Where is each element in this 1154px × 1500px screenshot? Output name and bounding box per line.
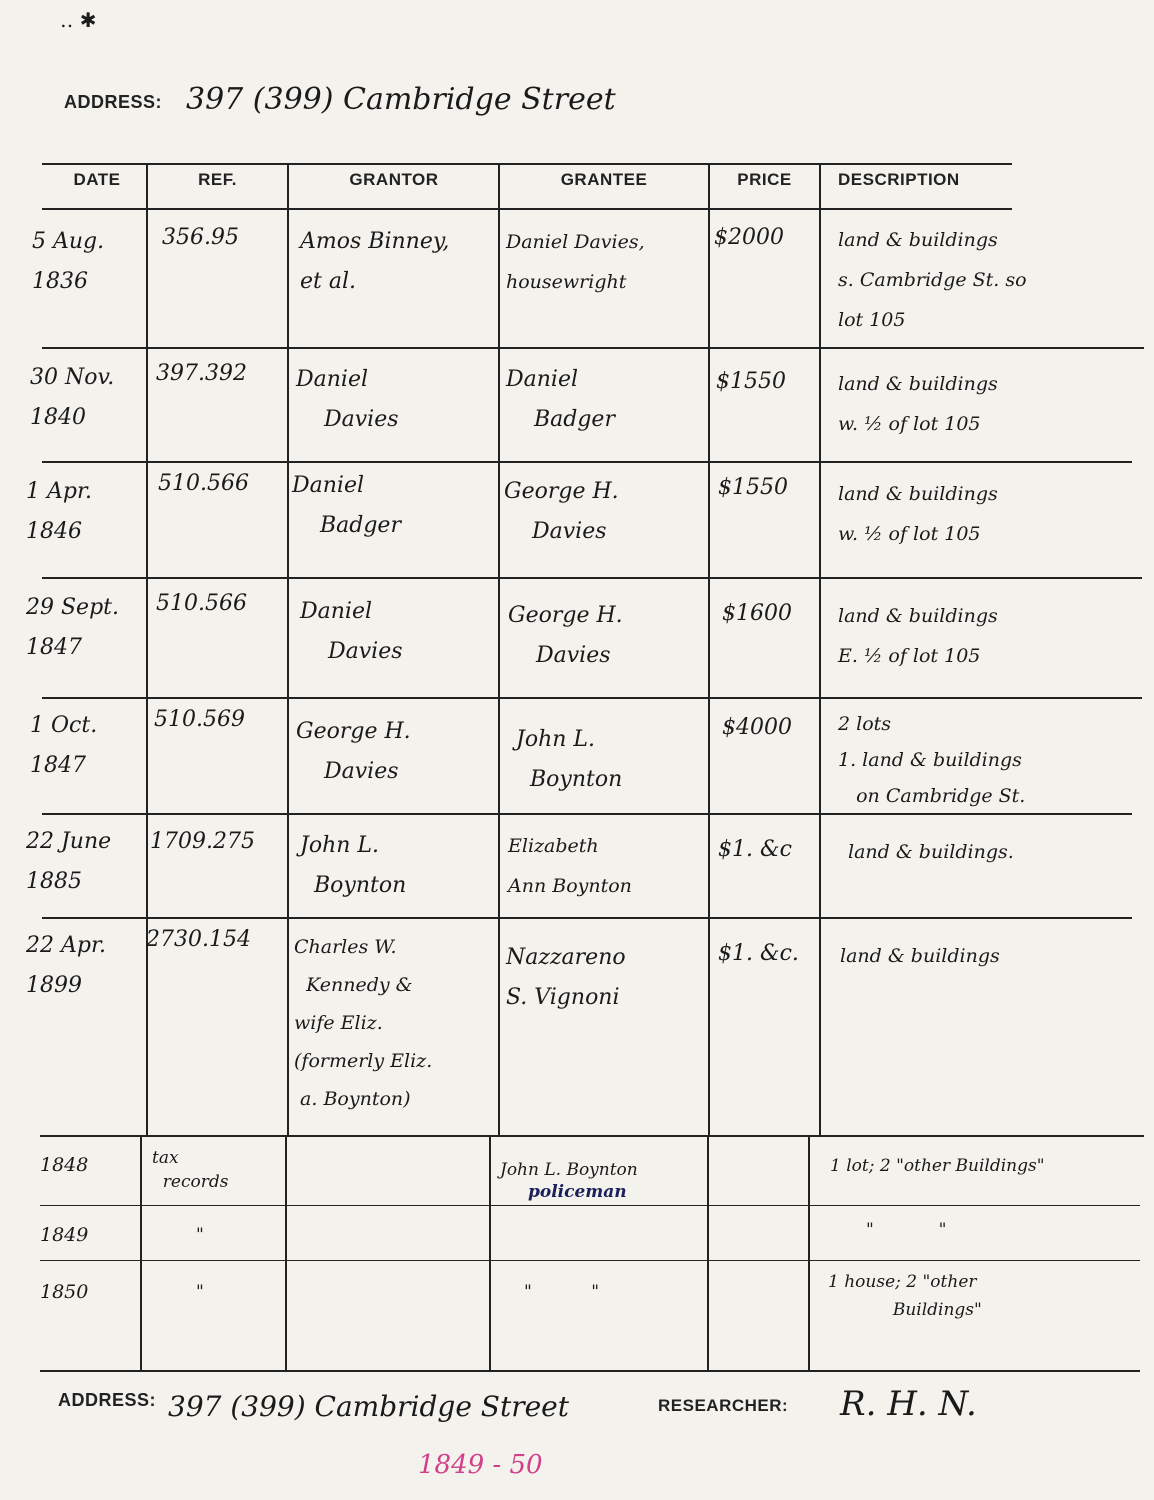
row3-grantor: Daniel Badger	[292, 473, 401, 538]
tax-row2-ref: "	[196, 1225, 204, 1245]
tax-row3-description: 1 house; 2 "other Buildings"	[828, 1272, 982, 1320]
row4-grantee: George H. Davies	[508, 603, 623, 668]
row1-price: $2000	[714, 225, 784, 250]
row2-grantee: Daniel Badger	[506, 367, 615, 432]
row5-date: 1 Oct. 1847	[30, 713, 98, 778]
tax-col-divider-2	[285, 1135, 287, 1370]
row3-ref: 510.566	[158, 471, 249, 496]
row-rule	[42, 697, 1142, 699]
row5-grantee: John L. Boynton	[516, 727, 623, 792]
row5-description: 2 lots 1. land & buildings on Cambridge St.	[838, 713, 1026, 807]
row4-date: 29 Sept. 1847	[26, 595, 119, 660]
row3-date: 1 Apr. 1846	[26, 479, 93, 544]
row2-description: land & buildings w. ½ of lot 105	[838, 373, 998, 435]
row6-grantee: Elizabeth Ann Boynton	[508, 835, 632, 897]
row2-ref: 397.392	[156, 361, 247, 386]
row3-description: land & buildings w. ½ of lot 105	[838, 483, 998, 545]
row6-ref: 1709.275	[150, 829, 255, 854]
row5-ref: 510.569	[154, 707, 245, 732]
address-value: 397 (399) Cambridge Street	[186, 82, 616, 117]
row7-ref: 2730.154	[146, 927, 251, 952]
row7-date: 22 Apr. 1899	[26, 933, 107, 998]
col-header-description: DESCRIPTION	[838, 170, 960, 189]
tax-col-divider-3	[489, 1135, 491, 1370]
row5-price: $4000	[722, 715, 792, 740]
table-top-rule	[42, 163, 1012, 165]
footer-address-value: 397 (399) Cambridge Street	[168, 1390, 569, 1423]
researcher-label: RESEARCHER:	[658, 1396, 789, 1415]
row7-price: $1. &c.	[718, 941, 799, 966]
tax-row3-grantee: " "	[524, 1282, 600, 1302]
tax-col-divider-5	[808, 1135, 810, 1370]
row1-date: 5 Aug. 1836	[32, 229, 105, 294]
row2-price: $1550	[716, 369, 786, 394]
pink-years-note: 1849 - 50	[418, 1450, 543, 1480]
row4-grantor: Daniel Davies	[300, 599, 403, 664]
tax-row2-description: " "	[866, 1220, 947, 1240]
tax-row1-ref: tax records	[152, 1148, 229, 1192]
row3-price: $1550	[718, 475, 788, 500]
col-header-date: DATE	[73, 170, 121, 189]
row5-grantor: George H. Davies	[296, 719, 411, 784]
row-rule	[40, 1135, 1144, 1137]
row7-grantor: Charles W. Kennedy & wife Eliz. (formerly Eliz. a. Boynton)	[294, 936, 433, 1110]
row1-ref: 356.95	[162, 225, 239, 250]
tax-row1-description: 1 lot; 2 "other Buildings"	[830, 1156, 1045, 1176]
tax-row1-date: 1848	[40, 1154, 89, 1176]
row7-grantee: Nazzareno S. Vignoni	[506, 945, 626, 1010]
tax-row2-date: 1849	[40, 1224, 89, 1246]
col-divider-3	[498, 163, 500, 1135]
row1-grantor: Amos Binney, et al.	[300, 229, 450, 294]
tax-row3-date: 1850	[40, 1281, 89, 1303]
row1-grantee: Daniel Davies, housewright	[506, 231, 645, 293]
tax-bottom-rule	[40, 1370, 1140, 1372]
tax-row1-grantee: John L. Boynton	[500, 1160, 638, 1180]
tax-row3-ref: "	[196, 1282, 204, 1302]
row-rule	[42, 461, 1132, 463]
row-rule	[42, 577, 1142, 579]
col-header-grantee: GRANTEE	[560, 170, 648, 189]
row1-description: land & buildings s. Cambridge St. so lot 105	[838, 229, 1027, 331]
row7-description: land & buildings	[840, 945, 1000, 967]
row6-grantor: John L. Boynton	[300, 833, 407, 898]
footer-address-label: ADDRESS:	[58, 1390, 157, 1410]
col-header-ref: REF.	[198, 170, 237, 189]
tax-col-divider-4	[707, 1135, 709, 1370]
row4-price: $1600	[722, 601, 792, 626]
row6-description: land & buildings.	[848, 841, 1014, 863]
tax-col-divider-1	[140, 1135, 142, 1370]
row2-grantor: Daniel Davies	[296, 367, 399, 432]
tax-row-rule	[40, 1260, 1140, 1261]
col-divider-1	[146, 163, 148, 1135]
row2-date: 30 Nov. 1840	[30, 365, 115, 430]
tax-row1-note: policeman	[528, 1182, 627, 1202]
row-rule	[42, 347, 1144, 349]
col-divider-2	[287, 163, 289, 1135]
row-rule	[42, 917, 1132, 919]
col-divider-4	[708, 163, 710, 1135]
corner-mark: ‥ ✱	[60, 8, 97, 32]
row6-date: 22 June 1885	[26, 829, 112, 894]
row3-grantee: George H. Davies	[504, 479, 619, 544]
row4-ref: 510.566	[156, 591, 247, 616]
table-header-rule	[42, 208, 1012, 210]
researcher-value: R. H. N.	[840, 1384, 977, 1424]
col-divider-5	[819, 163, 821, 1135]
row6-price: $1. &c	[718, 837, 792, 862]
row4-description: land & buildings E. ½ of lot 105	[838, 605, 998, 667]
col-header-price: PRICE	[737, 170, 792, 189]
address-label: ADDRESS:	[64, 92, 163, 112]
col-header-grantor: GRANTOR	[349, 170, 439, 189]
